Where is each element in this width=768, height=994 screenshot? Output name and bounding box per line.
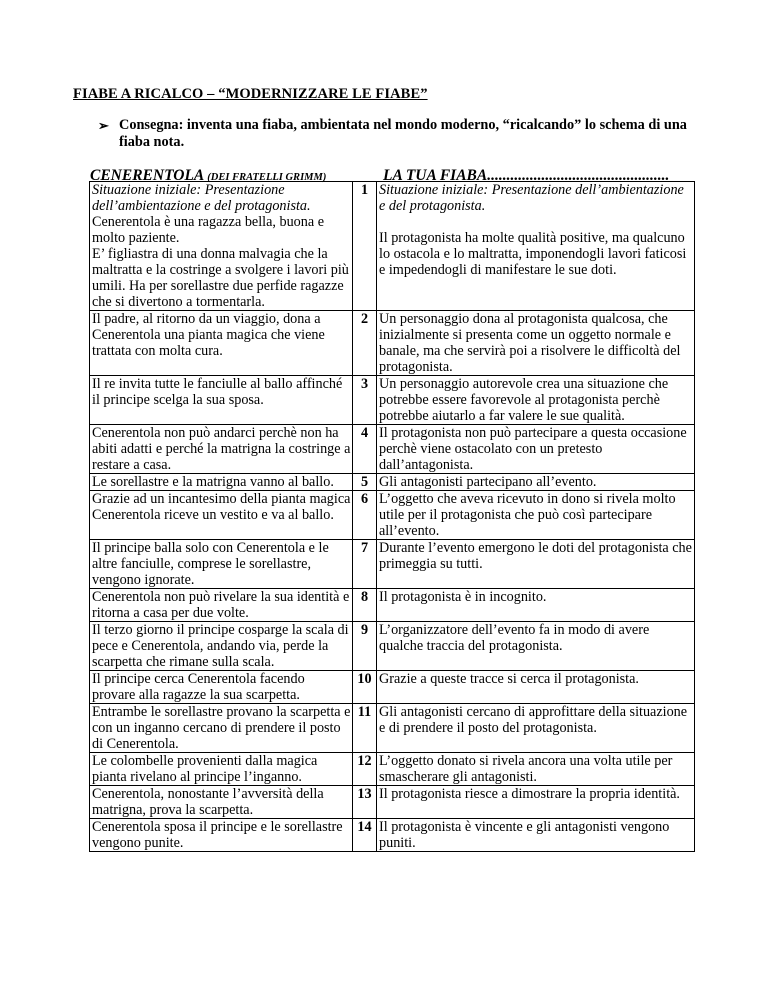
your-tale-cell: Durante l’evento emergono le doti del protagonista che primeggia su tutti. xyxy=(377,540,695,589)
original-tale-text: E’ figliastra di una donna malvagia che la maltratta e la costringe a svolgere i lavori più umili. Ha per sorellastre due perfide ragazze che si divertono a tormentarla. xyxy=(92,246,349,310)
table-row xyxy=(90,376,695,425)
your-tale-text: Il protagonista ha molte qualità positive, ma qualcuno lo ostacola e lo maltratta, imponendogli lavori faticosi e impedendogli di manifestare le sue doti. xyxy=(379,230,687,278)
your-tale-cell xyxy=(377,182,695,311)
your-tale-cell: Il protagonista riesce a dimostrare la propria identità. xyxy=(377,786,695,819)
table-row xyxy=(90,589,695,622)
your-tale-cell: Il protagonista non può partecipare a questa occasione perchè viene ostacolato con un pretesto dall’antagonista. xyxy=(377,425,695,474)
left-column-subtitle: (DEI FRATELLI GRIMM) xyxy=(207,172,327,183)
step-number: 12 xyxy=(353,753,377,786)
step-number: 3 xyxy=(353,376,377,425)
table-row xyxy=(90,671,695,704)
original-tale-cell: Il principe balla solo con Cenerentola e le altre fanciulle, comprese le sorellastre, vengono ignorate. xyxy=(90,540,353,589)
table-row xyxy=(90,786,695,819)
step-number: 6 xyxy=(353,491,377,540)
your-tale-cell: Gli antagonisti cercano di approfittare della situazione e di prendere il posto del protagonista. xyxy=(377,704,695,753)
step-number: 4 xyxy=(353,425,377,474)
table-row xyxy=(90,540,695,589)
original-tale-text: Cenerentola è una ragazza bella, buona e molto paziente. xyxy=(92,214,324,246)
original-tale-cell: Le colombelle provenienti dalla magica pianta rivelano al principe l’inganno. xyxy=(90,753,353,786)
page-title: FIABE A RICALCO – “MODERNIZZARE LE FIABE” xyxy=(73,86,428,102)
table-row xyxy=(90,622,695,671)
scheme-table xyxy=(89,181,695,852)
original-tale-cell xyxy=(90,182,353,311)
your-tale-cell: Un personaggio dona al protagonista qualcosa, che inizialmente si presenta come un oggetto normale e banale, ma che servirà poi a risolvere le difficoltà del protagonista. xyxy=(377,311,695,376)
original-tale-cell: Le sorellastre e la matrigna vanno al ballo. xyxy=(90,474,353,491)
table-row xyxy=(90,474,695,491)
original-tale-cell: Il padre, al ritorno da un viaggio, dona a Cenerentola una pianta magica che viene trattata con molta cura. xyxy=(90,311,353,376)
your-tale-cell: Gli antagonisti partecipano all’evento. xyxy=(377,474,695,491)
your-tale-cell: Grazie a queste tracce si cerca il protagonista. xyxy=(377,671,695,704)
table-row xyxy=(90,491,695,540)
step-number: 13 xyxy=(353,786,377,819)
your-intro-label: Situazione iniziale: Presentazione dell’ambientazione e del protagonista. xyxy=(379,182,684,214)
step-number: 1 xyxy=(353,182,377,311)
your-tale-cell: L’oggetto donato si rivela ancora una volta utile per smascherare gli antagonisti. xyxy=(377,753,695,786)
table-row xyxy=(90,311,695,376)
step-number: 11 xyxy=(353,704,377,753)
original-tale-cell: Cenerentola sposa il principe e le sorellastre vengono punite. xyxy=(90,819,353,852)
your-tale-cell: Il protagonista è in incognito. xyxy=(377,589,695,622)
original-tale-cell: Cenerentola, nonostante l’avversità della matrigna, prova la scarpetta. xyxy=(90,786,353,819)
step-number: 2 xyxy=(353,311,377,376)
step-number: 5 xyxy=(353,474,377,491)
your-tale-cell: L’oggetto che aveva ricevuto in dono si rivela molto utile per il protagonista che può così partecipare all’evento. xyxy=(377,491,695,540)
original-tale-cell: Il terzo giorno il principe cosparge la scala di pece e Cenerentola, andando via, perde la scarpetta che rimane sulla scala. xyxy=(90,622,353,671)
original-tale-cell: Cenerentola non può rivelare la sua identità e ritorna a casa per due volte. xyxy=(90,589,353,622)
step-number: 14 xyxy=(353,819,377,852)
original-intro-label: Situazione iniziale: Presentazione dell’ambientazione e del protagonista. xyxy=(92,182,311,214)
step-number: 8 xyxy=(353,589,377,622)
your-tale-cell: Un personaggio autorevole crea una situazione che potrebbe essere favorevole al protagonista perchè potrebbe aiutarlo a far valere le sue qualità. xyxy=(377,376,695,425)
original-tale-cell: Il principe cerca Cenerentola facendo provare alla ragazze la sua scarpetta. xyxy=(90,671,353,704)
step-number: 9 xyxy=(353,622,377,671)
your-tale-cell: L’organizzatore dell’evento fa in modo di avere qualche traccia del protagonista. xyxy=(377,622,695,671)
table-row xyxy=(90,425,695,474)
instruction-text: Consegna: inventa una fiaba, ambientata nel mondo moderno, “ricalcando” lo schema di una fiaba nota. xyxy=(119,117,687,150)
original-tale-cell: Entrambe le sorellastre provano la scarpetta e con un inganno cercano di prendere il posto di Cenerentola. xyxy=(90,704,353,753)
table-row xyxy=(90,704,695,753)
your-tale-cell: Il protagonista è vincente e gli antagonisti vengono puniti. xyxy=(377,819,695,852)
original-tale-cell: Il re invita tutte le fanciulle al ballo affinché il principe scelga la sua sposa. xyxy=(90,376,353,425)
arrow-bullet-icon: ➢ xyxy=(98,118,109,133)
table-row xyxy=(90,819,695,852)
table-row xyxy=(90,753,695,786)
instruction xyxy=(98,117,708,151)
step-number: 10 xyxy=(353,671,377,704)
left-column-title: CENERENTOLA xyxy=(90,167,204,184)
right-column-heading: LA TUA FIABA............................................... xyxy=(383,167,670,184)
step-number: 7 xyxy=(353,540,377,589)
original-tale-cell: Grazie ad un incantesimo della pianta magica Cenerentola riceve un vestito e va al ballo. xyxy=(90,491,353,540)
original-tale-cell: Cenerentola non può andarci perchè non ha abiti adatti e perché la matrigna la costringe a restare a casa. xyxy=(90,425,353,474)
table-row xyxy=(90,182,695,311)
